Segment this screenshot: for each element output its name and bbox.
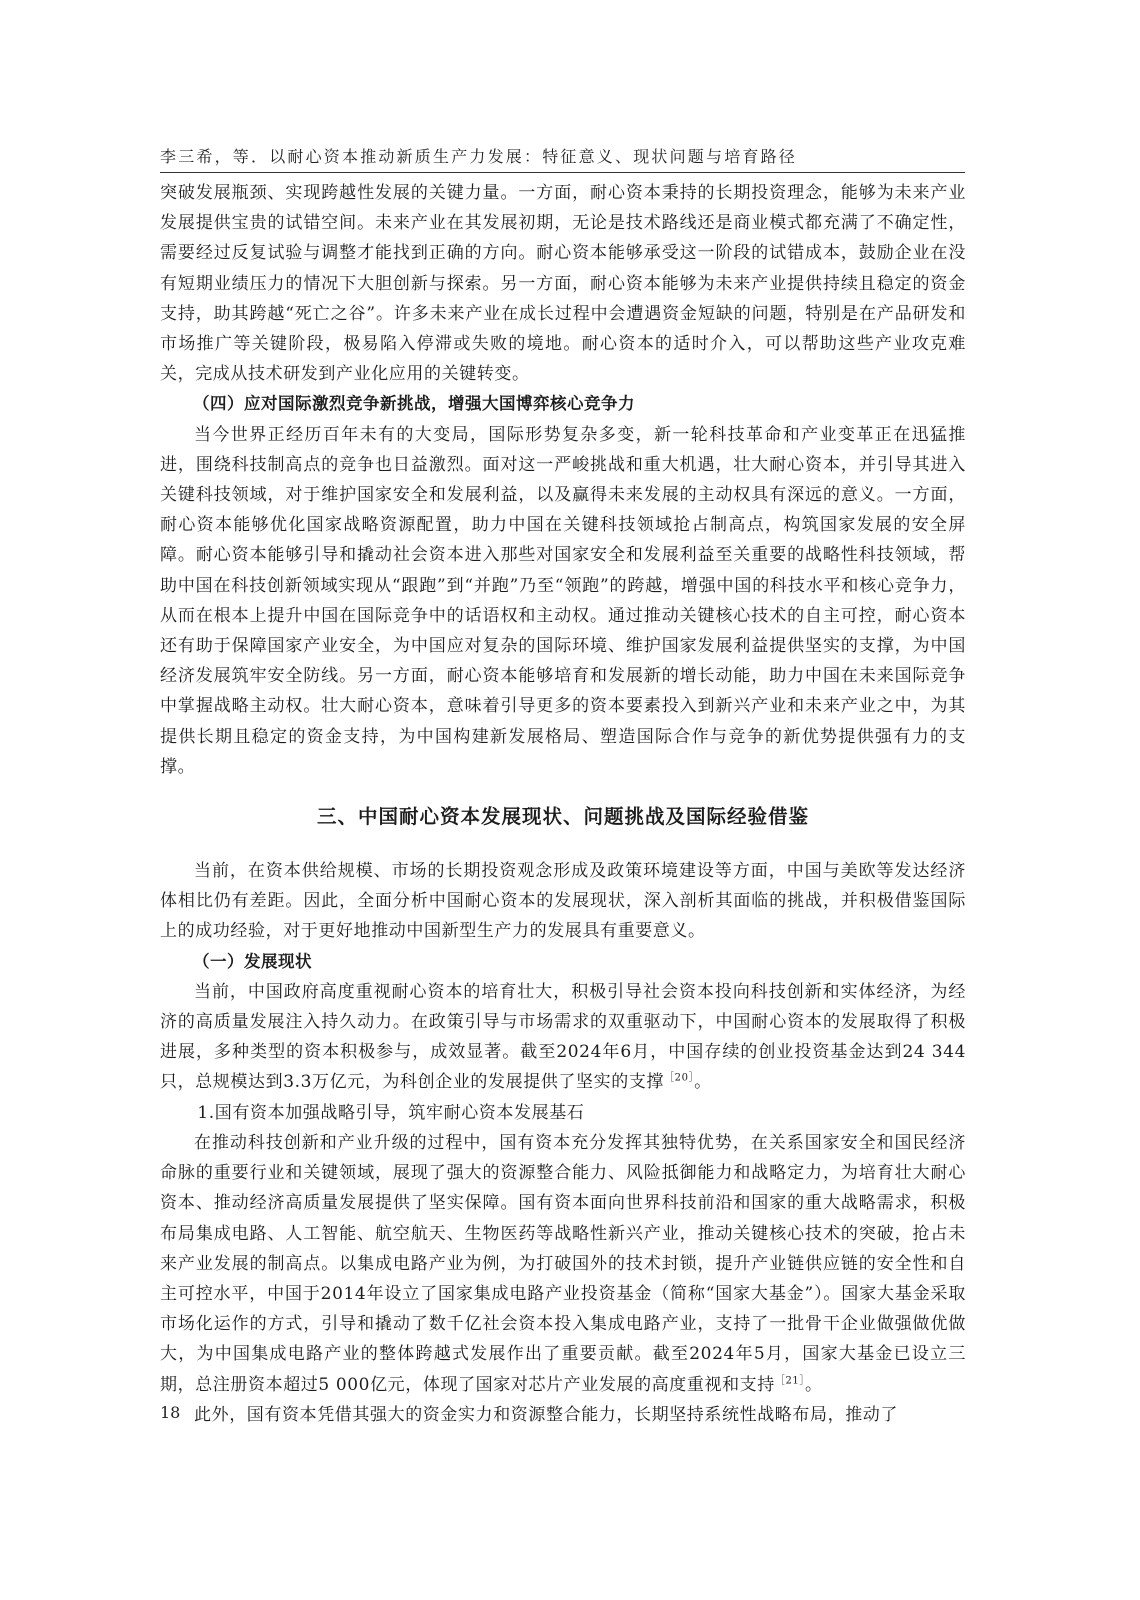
body-paragraph: 当前，在资本供给规模、市场的长期投资观念形成及政策环境建设等方面，中国与美欧等发达经济体相比仍有差距。因此，全面分析中国耐心资本的发展现状，深入剖析其面临的挑战，并积极借鉴国际上的成功经验，对于更好地推动中国新型生产力的发展具有重要意义。 [160, 861, 966, 942]
paragraph-text-end: 。 [694, 1072, 712, 1093]
running-head: 李三希，等．以耐心资本推动新质生产力发展：特征意义、现状问题与培育路径 [160, 147, 798, 166]
header-rule [160, 172, 965, 173]
body-paragraph: 当今世界正经历百年未有的大变局，国际形势复杂多变，新一轮科技革命和产业变革正在迅猛推进，围绕科技制高点的竞争也日益激烈。面对这一严峻挑战和重大机遇，壮大耐心资本，并引导其进入关键科技领域，对于维护国家安全和发展利益，以及赢得未来发展的主动权具有深远的意义。一方面，耐心资本能够优化国家战略资源配置，助力中国在关键科技领域抢占制高点，构筑国家发展的安全屏障。耐心资本能够引导和撬动社会资本进入那些对国家安全和发展利益至关重要的战略性科技领域，帮助中国在科技创新领域实现从“跟跑”到“并跑”乃至“领跑”的跨越，增强中国的科技水平和核心竞争力，从而在根本上提升中国在国际竞争中的话语权和主动权。通过推动关键核心技术的自主可控，耐心资本还有助于保障国家产业安全，为中国应对复杂的国际环境、维护国家发展利益提供坚实的支撑，为中国经济发展筑牢安全防线。另一方面，耐心资本能够培育和发展新的增长动能，助力中国在未来国际竞争中掌握战略主动权。壮大耐心资本，意味着引导更多的资本要素投入到新兴产业和未来产业之中，为其提供长期且稳定的资金支持，为中国构建新发展格局、塑造国际合作与竞争的新优势提供强有力的支撑。 [160, 424, 966, 777]
citation-ref: ［21］ [774, 1374, 805, 1386]
subheading: （四）应对国际激烈竞争新挑战，增强大国博弈核心竞争力 [193, 394, 635, 414]
section-title: 三、中国耐心资本发展现状、问题挑战及国际经验借鉴 [316, 805, 809, 829]
page-number: 18 [160, 1403, 181, 1422]
paragraph-text: 在推动科技创新和产业升级的过程中，国有资本充分发挥其独特优势，在关系国家安全和国民经济命脉的重要行业和关键领域，展现了强大的资源整合能力、风险抵御能力和战略定力，为培育壮大耐心资本、推动经济高质量发展提供了坚实保障。国有资本面向世界科技前沿和国家的重大战略需求，积极布局集成电路、人工智能、航空航天、生物医药等战略性新兴产业，推动关键核心技术的突破，抢占未来产业发展的制高点。以集成电路产业为例，为打破国外的技术封锁，提升产业链供应链的安全性和自主可控水平，中国于2014年设立了国家集成电路产业投资基金（简称“国家大基金”）。国家大基金采取市场化运作的方式，引导和撬动了数千亿社会资本投入集成电路产业，支持了一批骨干企业做强做优做大，为中国集成电路产业的整体跨越式发展作出了重要贡献。截至2024年5月，国家大基金已设立三期，总注册资本超过5 000亿元，体现了国家对芯片产业发展的高度重视和支持 [160, 1132, 966, 1395]
body-paragraph: 此外，国有资本凭借其强大的资金实力和资源整合能力，长期坚持系统性战略布局，推动了 [194, 1404, 898, 1425]
paragraph-text-end: 。 [805, 1374, 823, 1395]
citation-ref: ［20］ [664, 1072, 695, 1084]
body-paragraph: 突破发展瓶颈、实现跨越性发展的关键力量。一方面，耐心资本秉持的长期投资理念，能够为未来产业发展提供宝贵的试错空间。未来产业在其发展初期，无论是技术路线还是商业模式都充满了不确定性，需要经过反复试验与调整才能找到正确的方向。耐心资本能够承受这一阶段的试错成本，鼓励企业在没有短期业绩压力的情况下大胆创新与探索。另一方面，耐心资本能够为未来产业提供持续且稳定的资金支持，助其跨越“死亡之谷”。许多未来产业在成长过程中会遭遇资金短缺的问题，特别是在产品研发和市场推广等关键阶段，极易陷入停滞或失败的境地。耐心资本的适时介入，可以帮助这些产业攻克难关，完成从技术研发到产业化应用的关键转变。 [160, 183, 966, 385]
body-paragraph [160, 1128, 966, 1400]
paragraph-text: 当前，中国政府高度重视耐心资本的培育壮大，积极引导社会资本投向科技创新和实体经济，为经济的高质量发展注入持久动力。在政策引导与市场需求的双重驱动下，中国耐心资本的发展取得了积极进展，多种类型的资本积极参与，成效显著。截至2024年6月，中国存续的创业投资基金达到24 344只，总规模达到3.3万亿元，为科创企业的发展提供了坚实的支撑 [160, 981, 966, 1093]
article-body [160, 178, 966, 1430]
subsubheading: 1.国有资本加强战略引导，筑牢耐心资本发展基石 [197, 1102, 585, 1123]
body-paragraph [160, 977, 966, 1098]
subheading: （一）发展现状 [193, 951, 312, 971]
